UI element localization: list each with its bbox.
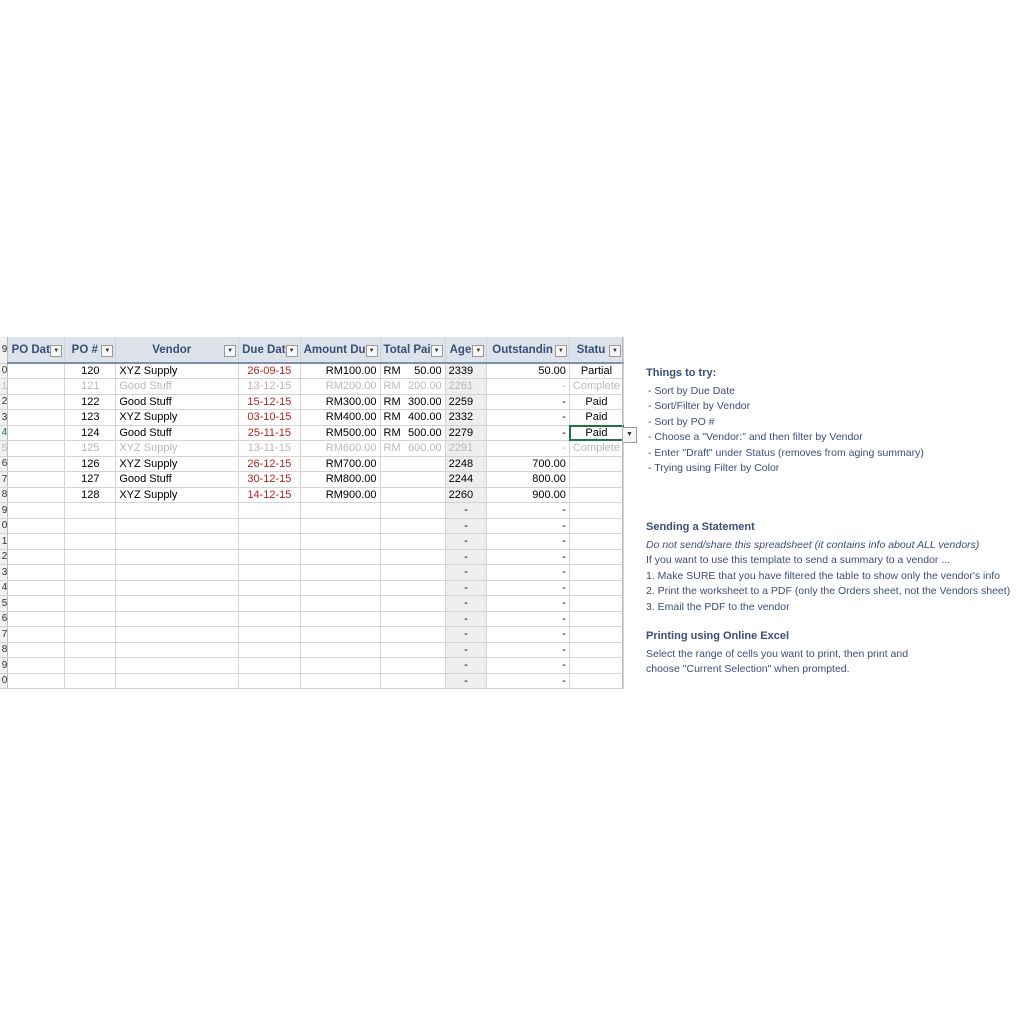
po-number-cell[interactable] xyxy=(65,658,116,674)
statement-warning: Do not send/share this spreadsheet (it contains info about ALL vendors) xyxy=(646,538,980,551)
outstanding-cell[interactable]: 800.00 xyxy=(487,472,570,488)
currency-label: RM xyxy=(383,442,401,455)
po-date-cell[interactable] xyxy=(8,611,65,627)
status-cell[interactable] xyxy=(569,580,623,596)
total-paid-cell[interactable] xyxy=(380,363,445,379)
currency-label: RM xyxy=(383,411,401,424)
table-row xyxy=(0,534,624,550)
total-paid-cell[interactable] xyxy=(380,456,445,472)
po-date-cell[interactable] xyxy=(8,534,65,550)
printing-section xyxy=(646,629,908,678)
table-row xyxy=(0,441,624,457)
vendor-cell[interactable]: Good Stuff xyxy=(116,394,239,410)
status-cell[interactable] xyxy=(569,673,623,689)
due-date-cell[interactable]: 14-12-15 xyxy=(239,487,300,503)
due-date-cell[interactable]: 26-09-15 xyxy=(239,363,300,379)
amount-due-cell[interactable]: RM600.00 xyxy=(300,441,380,457)
col-header-total-paid[interactable] xyxy=(380,337,445,363)
vendor-cell[interactable] xyxy=(116,549,239,565)
outstanding-cell[interactable]: - xyxy=(487,627,570,643)
table-row xyxy=(0,425,624,441)
tip-line: - Trying using Filter by Color xyxy=(648,462,780,474)
table-row xyxy=(0,642,624,658)
printing-line: choose "Current Selection" when prompted. xyxy=(646,663,850,675)
paid-value: 300.00 xyxy=(407,395,442,408)
outstanding-cell[interactable]: - xyxy=(487,596,570,612)
statement-step: 3. Email the PDF to the vendor xyxy=(646,600,790,613)
row-header[interactable]: 8 xyxy=(0,642,8,658)
age-cell[interactable]: 2339 xyxy=(445,363,487,379)
amount-due-cell[interactable] xyxy=(300,565,380,581)
row-header[interactable]: 9 xyxy=(0,337,8,363)
row-header[interactable]: 5 xyxy=(0,441,8,457)
outstanding-cell[interactable]: - xyxy=(487,394,570,410)
outstanding-cell[interactable]: - xyxy=(487,549,570,565)
total-paid-cell[interactable] xyxy=(380,549,445,565)
status-cell[interactable] xyxy=(569,627,623,643)
po-number-cell[interactable]: 122 xyxy=(65,394,116,410)
age-cell[interactable]: - xyxy=(445,565,487,581)
total-paid-cell[interactable] xyxy=(380,642,445,658)
status-cell[interactable]: Complete xyxy=(569,379,623,395)
table-row xyxy=(0,472,624,488)
po-number-cell[interactable]: 123 xyxy=(65,410,116,426)
age-cell[interactable]: - xyxy=(445,596,487,612)
age-cell[interactable]: - xyxy=(445,611,487,627)
po-number-cell[interactable]: 127 xyxy=(65,472,116,488)
amount-due-cell[interactable]: RM100.00 xyxy=(300,363,380,379)
table-row xyxy=(0,456,624,472)
tip-line: - Sort by PO # xyxy=(648,415,715,428)
age-cell[interactable]: - xyxy=(445,549,487,565)
col-header-po-number[interactable] xyxy=(65,337,116,363)
vendor-cell[interactable]: XYZ Supply xyxy=(116,487,239,503)
outstanding-cell[interactable]: - xyxy=(487,410,570,426)
vendor-cell[interactable] xyxy=(116,534,239,550)
due-date-cell[interactable] xyxy=(239,642,300,658)
vendor-cell[interactable] xyxy=(116,580,239,596)
total-paid-cell[interactable] xyxy=(380,596,445,612)
row-header[interactable]: 3 xyxy=(0,565,8,581)
status-cell[interactable] xyxy=(569,472,623,488)
table-row xyxy=(0,596,624,612)
tip-line: - Choose a "Vendor:" and then filter by Vendor xyxy=(648,431,863,443)
status-cell[interactable]: Partial xyxy=(569,363,623,379)
due-date-cell[interactable] xyxy=(239,565,300,581)
due-date-cell[interactable] xyxy=(239,611,300,627)
filter-dropdown-icon[interactable]: ▼ xyxy=(366,345,378,357)
statement-step: 2. Print the worksheet to a PDF (only the Orders sheet, not the Vendors sheet) xyxy=(646,585,1011,597)
total-paid-cell[interactable] xyxy=(380,518,445,534)
row-header[interactable]: 2 xyxy=(0,394,8,410)
col-header-status[interactable] xyxy=(569,337,623,363)
po-number-cell[interactable] xyxy=(65,642,116,658)
table-row xyxy=(0,627,624,643)
things-to-try-title: Things to try: xyxy=(646,367,717,379)
age-cell[interactable]: - xyxy=(445,518,487,534)
due-date-cell[interactable]: 30-12-15 xyxy=(239,472,300,488)
po-number-cell[interactable] xyxy=(65,580,116,596)
vendor-cell[interactable] xyxy=(116,658,239,674)
orders-sheet xyxy=(0,337,633,689)
tip-line: - Sort by Due Date xyxy=(648,384,735,397)
outstanding-cell[interactable]: - xyxy=(487,565,570,581)
age-cell[interactable]: 2248 xyxy=(445,456,487,472)
filter-dropdown-icon[interactable]: ▼ xyxy=(555,345,567,357)
amount-due-cell[interactable]: RM400.00 xyxy=(300,410,380,426)
age-cell[interactable]: - xyxy=(445,534,487,550)
table-row xyxy=(0,379,624,395)
age-cell[interactable]: - xyxy=(445,642,487,658)
row-header[interactable]: 9 xyxy=(0,503,8,519)
age-cell[interactable]: - xyxy=(445,658,487,674)
paid-value: 500.00 xyxy=(407,426,442,439)
age-cell[interactable]: 2260 xyxy=(445,487,487,503)
status-cell[interactable] xyxy=(569,487,623,503)
header-row xyxy=(0,337,624,363)
po-number-cell[interactable] xyxy=(65,518,116,534)
due-date-cell[interactable]: 13-12-15 xyxy=(239,379,300,395)
col-header-due-date[interactable] xyxy=(239,337,300,363)
po-date-cell[interactable] xyxy=(8,658,65,674)
row-header[interactable]: 0 xyxy=(0,518,8,534)
amount-due-cell[interactable]: RM800.00 xyxy=(300,472,380,488)
row-header[interactable]: 2 xyxy=(0,549,8,565)
outstanding-cell[interactable]: - xyxy=(487,379,570,395)
header-label: Amount Du xyxy=(303,343,366,356)
status-cell[interactable] xyxy=(569,596,623,612)
po-date-cell[interactable] xyxy=(8,642,65,658)
outstanding-cell[interactable]: - xyxy=(487,580,570,596)
po-number-cell[interactable] xyxy=(65,503,116,519)
currency-label: RM xyxy=(383,395,401,408)
total-paid-cell[interactable] xyxy=(380,611,445,627)
amount-due-cell[interactable]: RM200.00 xyxy=(300,379,380,395)
amount-due-cell[interactable] xyxy=(300,518,380,534)
po-date-cell[interactable] xyxy=(8,503,65,519)
row-header[interactable]: 1 xyxy=(0,379,8,395)
statement-intro: If you want to use this template to send a summary to a vendor ... xyxy=(646,554,951,566)
header-label: Vendor xyxy=(152,343,192,356)
amount-due-cell[interactable] xyxy=(300,534,380,550)
total-paid-cell[interactable] xyxy=(380,565,445,581)
po-date-cell[interactable] xyxy=(8,363,65,379)
orders-table xyxy=(0,337,624,689)
po-date-cell[interactable] xyxy=(8,518,65,534)
amount-due-cell[interactable] xyxy=(300,611,380,627)
vendor-cell[interactable] xyxy=(116,518,239,534)
total-paid-cell[interactable] xyxy=(380,503,445,519)
header-label: Total Pai xyxy=(383,343,431,356)
vendor-cell[interactable]: XYZ Supply xyxy=(116,456,239,472)
age-cell[interactable]: - xyxy=(445,580,487,596)
po-date-cell[interactable] xyxy=(8,549,65,565)
outstanding-cell[interactable]: - xyxy=(487,673,570,689)
po-number-cell[interactable]: 126 xyxy=(65,456,116,472)
due-date-cell[interactable] xyxy=(239,627,300,643)
due-date-cell[interactable]: 26-12-15 xyxy=(239,456,300,472)
status-cell[interactable]: Paid xyxy=(569,425,623,441)
total-paid-cell[interactable] xyxy=(380,627,445,643)
table-row xyxy=(0,410,624,426)
po-number-cell[interactable]: 125 xyxy=(65,441,116,457)
outstanding-cell[interactable]: 700.00 xyxy=(487,456,570,472)
col-header-amount-due[interactable] xyxy=(300,337,380,363)
header-label: Statu xyxy=(576,343,606,356)
total-paid-cell[interactable] xyxy=(380,410,445,426)
paid-value: 600.00 xyxy=(407,442,442,455)
row-header[interactable]: 5 xyxy=(0,596,8,612)
currency-label: RM xyxy=(383,380,401,393)
po-date-cell[interactable] xyxy=(8,673,65,689)
po-date-cell[interactable] xyxy=(8,456,65,472)
po-date-cell[interactable] xyxy=(8,565,65,581)
table-row xyxy=(0,394,624,410)
status-cell[interactable] xyxy=(569,518,623,534)
amount-due-cell[interactable] xyxy=(300,503,380,519)
outstanding-cell[interactable]: - xyxy=(487,425,570,441)
orders-table-body xyxy=(0,363,624,689)
chevron-down-icon[interactable]: ▼ xyxy=(622,427,637,443)
table-row xyxy=(0,363,624,379)
due-date-cell[interactable]: 25-11-15 xyxy=(239,425,300,441)
amount-due-cell[interactable] xyxy=(300,673,380,689)
table-right-border xyxy=(622,337,623,689)
total-paid-cell[interactable] xyxy=(380,580,445,596)
filter-dropdown-icon[interactable]: ▼ xyxy=(286,345,298,357)
row-header[interactable]: 7 xyxy=(0,472,8,488)
row-header[interactable]: 1 xyxy=(0,534,8,550)
total-paid-cell[interactable] xyxy=(380,379,445,395)
outstanding-cell[interactable]: - xyxy=(487,658,570,674)
paid-value: 50.00 xyxy=(414,365,442,377)
vendor-cell[interactable]: XYZ Supply xyxy=(116,441,239,457)
amount-due-cell[interactable] xyxy=(300,658,380,674)
outstanding-cell[interactable]: 900.00 xyxy=(487,487,570,503)
amount-due-cell[interactable]: RM700.00 xyxy=(300,456,380,472)
sending-statement-title: Sending a Statement xyxy=(646,521,755,533)
header-label: PO # xyxy=(71,343,98,356)
due-date-cell[interactable] xyxy=(239,596,300,612)
vendor-cell[interactable]: XYZ Supply xyxy=(116,410,239,426)
po-date-cell[interactable] xyxy=(8,379,65,395)
col-header-vendor[interactable] xyxy=(116,337,239,363)
po-date-cell[interactable] xyxy=(8,394,65,410)
filter-dropdown-icon[interactable]: ▼ xyxy=(50,345,62,357)
status-cell[interactable] xyxy=(569,642,623,658)
outstanding-cell[interactable]: - xyxy=(487,642,570,658)
currency-label: RM xyxy=(383,426,401,439)
age-cell[interactable]: 2291 xyxy=(445,441,487,457)
printing-line: Select the range of cells you want to print, then print and xyxy=(646,647,909,660)
due-date-cell[interactable] xyxy=(239,534,300,550)
due-date-cell[interactable]: 13-11-15 xyxy=(239,441,300,457)
status-cell[interactable]: Paid xyxy=(569,394,623,410)
table-row xyxy=(0,503,624,519)
vendor-cell[interactable] xyxy=(116,503,239,519)
row-header[interactable]: 6 xyxy=(0,611,8,627)
amount-due-cell[interactable] xyxy=(300,580,380,596)
things-to-try-section xyxy=(646,366,924,477)
filter-dropdown-icon[interactable]: ▼ xyxy=(431,345,443,357)
age-cell[interactable]: 2244 xyxy=(445,472,487,488)
po-date-cell[interactable] xyxy=(8,472,65,488)
outstanding-cell[interactable]: 50.00 xyxy=(487,363,570,379)
row-header[interactable]: 0 xyxy=(0,363,8,379)
due-date-cell[interactable] xyxy=(239,580,300,596)
po-date-cell[interactable] xyxy=(8,441,65,457)
due-date-cell[interactable] xyxy=(239,503,300,519)
filter-dropdown-icon[interactable]: ▼ xyxy=(101,345,113,357)
total-paid-cell[interactable] xyxy=(380,425,445,441)
total-paid-cell[interactable] xyxy=(380,658,445,674)
po-date-cell[interactable] xyxy=(8,487,65,503)
total-paid-cell[interactable] xyxy=(380,673,445,689)
po-number-cell[interactable]: 120 xyxy=(65,363,116,379)
filter-dropdown-icon[interactable]: ▼ xyxy=(472,345,484,357)
po-number-cell[interactable]: 128 xyxy=(65,487,116,503)
total-paid-cell[interactable] xyxy=(380,441,445,457)
tip-line: - Sort/Filter by Vendor xyxy=(648,400,751,412)
po-number-cell[interactable]: 121 xyxy=(65,379,116,395)
po-date-cell[interactable] xyxy=(8,627,65,643)
vendor-cell[interactable] xyxy=(116,642,239,658)
outstanding-cell[interactable]: - xyxy=(487,611,570,627)
amount-due-cell[interactable] xyxy=(300,642,380,658)
row-header[interactable]: 8 xyxy=(0,487,8,503)
table-row xyxy=(0,549,624,565)
tip-line: - Enter "Draft" under Status (removes from aging summary) xyxy=(648,446,924,459)
vendor-cell[interactable]: Good Stuff xyxy=(116,425,239,441)
row-header[interactable]: 4 xyxy=(0,425,8,441)
vendor-cell[interactable]: Good Stuff xyxy=(116,472,239,488)
table-row xyxy=(0,658,624,674)
status-cell[interactable]: Complete xyxy=(569,441,623,457)
table-row xyxy=(0,487,624,503)
po-date-cell[interactable] xyxy=(8,596,65,612)
row-header[interactable]: 4 xyxy=(0,580,8,596)
age-cell[interactable]: 2332 xyxy=(445,410,487,426)
vendor-cell[interactable] xyxy=(116,627,239,643)
status-cell[interactable] xyxy=(569,456,623,472)
amount-due-cell[interactable]: RM900.00 xyxy=(300,487,380,503)
outstanding-cell[interactable]: - xyxy=(487,534,570,550)
age-cell[interactable]: - xyxy=(445,673,487,689)
amount-due-cell[interactable]: RM500.00 xyxy=(300,425,380,441)
po-date-cell[interactable] xyxy=(8,580,65,596)
po-number-cell[interactable] xyxy=(65,565,116,581)
outstanding-cell[interactable]: - xyxy=(487,441,570,457)
po-number-cell[interactable]: 124 xyxy=(65,425,116,441)
status-cell[interactable] xyxy=(569,658,623,674)
vendor-cell[interactable] xyxy=(116,565,239,581)
po-number-cell[interactable] xyxy=(65,627,116,643)
outstanding-cell[interactable]: - xyxy=(487,518,570,534)
row-header[interactable]: 6 xyxy=(0,456,8,472)
due-date-cell[interactable]: 03-10-15 xyxy=(239,410,300,426)
status-cell[interactable] xyxy=(569,611,623,627)
header-label: PO Dat xyxy=(11,343,50,356)
total-paid-cell[interactable] xyxy=(380,487,445,503)
col-header-po-date[interactable] xyxy=(8,337,65,363)
vendor-cell[interactable] xyxy=(116,611,239,627)
outstanding-cell[interactable]: - xyxy=(487,503,570,519)
row-header[interactable]: 7 xyxy=(0,627,8,643)
status-cell[interactable] xyxy=(569,565,623,581)
age-cell[interactable]: - xyxy=(445,503,487,519)
amount-due-cell[interactable] xyxy=(300,627,380,643)
paid-value: 400.00 xyxy=(407,411,442,424)
sending-statement-section xyxy=(646,520,1010,615)
age-cell[interactable]: 2259 xyxy=(445,394,487,410)
po-date-cell[interactable] xyxy=(8,410,65,426)
header-label: Due Dat xyxy=(242,343,286,356)
vendor-cell[interactable]: Good Stuff xyxy=(116,379,239,395)
filter-dropdown-icon[interactable]: ▼ xyxy=(224,345,236,357)
row-header[interactable]: 9 xyxy=(0,658,8,674)
age-cell[interactable]: 2261 xyxy=(445,379,487,395)
printing-title: Printing using Online Excel xyxy=(646,630,790,642)
col-header-age[interactable] xyxy=(445,337,487,363)
amount-due-cell[interactable] xyxy=(300,596,380,612)
amount-due-cell[interactable] xyxy=(300,549,380,565)
table-row xyxy=(0,673,624,689)
total-paid-cell[interactable] xyxy=(380,472,445,488)
po-number-cell[interactable] xyxy=(65,673,116,689)
header-label: Age xyxy=(449,343,472,356)
table-row xyxy=(0,611,624,627)
total-paid-cell[interactable] xyxy=(380,394,445,410)
vendor-cell[interactable] xyxy=(116,673,239,689)
po-number-cell[interactable] xyxy=(65,611,116,627)
due-date-cell[interactable]: 15-12-15 xyxy=(239,394,300,410)
due-date-cell[interactable] xyxy=(239,549,300,565)
po-number-cell[interactable] xyxy=(65,596,116,612)
status-cell[interactable]: Paid xyxy=(569,410,623,426)
po-number-cell[interactable] xyxy=(65,549,116,565)
amount-due-cell[interactable]: RM300.00 xyxy=(300,394,380,410)
status-cell[interactable] xyxy=(569,503,623,519)
po-number-cell[interactable] xyxy=(65,534,116,550)
age-cell[interactable]: 2279 xyxy=(445,425,487,441)
row-header[interactable]: 3 xyxy=(0,410,8,426)
filter-dropdown-icon[interactable]: ▼ xyxy=(609,345,621,357)
due-date-cell[interactable] xyxy=(239,658,300,674)
total-paid-cell[interactable] xyxy=(380,534,445,550)
status-cell[interactable] xyxy=(569,534,623,550)
statement-step: 1. Make SURE that you have filtered the table to show only the vendor's info xyxy=(646,569,1000,582)
vendor-cell[interactable] xyxy=(116,596,239,612)
due-date-cell[interactable] xyxy=(239,673,300,689)
table-row xyxy=(0,518,624,534)
table-row xyxy=(0,580,624,596)
due-date-cell[interactable] xyxy=(239,518,300,534)
status-cell[interactable] xyxy=(569,549,623,565)
table-row xyxy=(0,565,624,581)
age-cell[interactable]: - xyxy=(445,627,487,643)
row-header[interactable]: 0 xyxy=(0,673,8,689)
header-label: Outstandin xyxy=(492,343,553,356)
col-header-outstanding[interactable] xyxy=(487,337,570,363)
paid-value: 200.00 xyxy=(407,380,442,393)
vendor-cell[interactable]: XYZ Supply xyxy=(116,363,239,379)
currency-label: RM xyxy=(383,365,401,377)
po-date-cell[interactable] xyxy=(8,425,65,441)
